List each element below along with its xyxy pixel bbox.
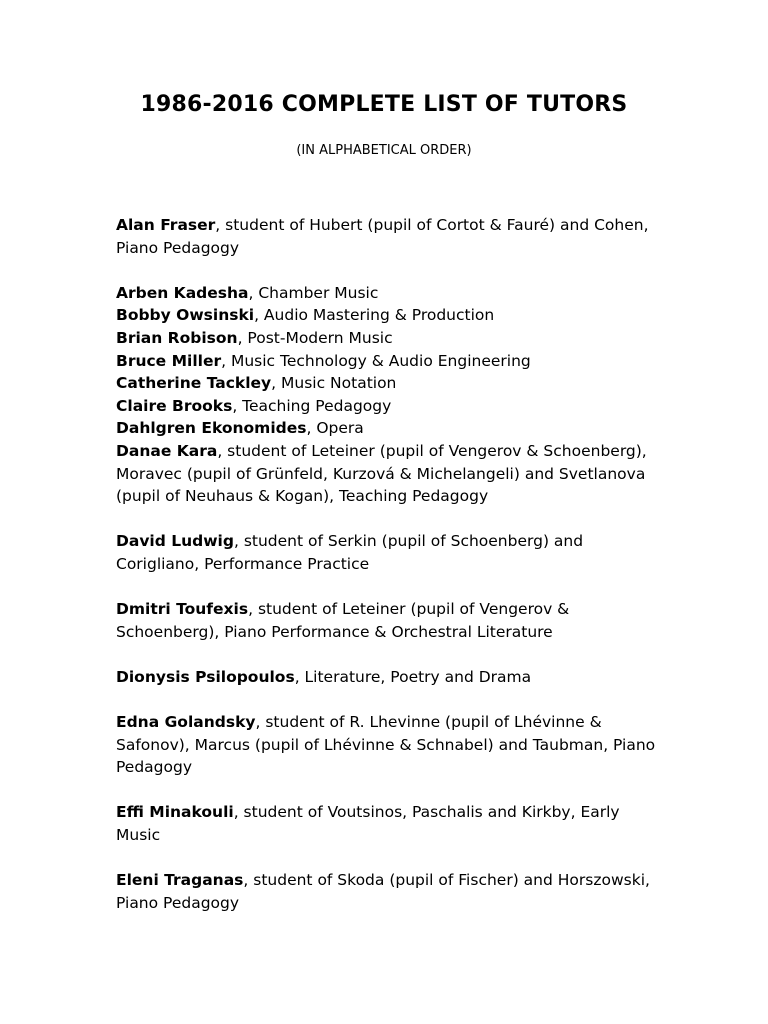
tutor-name: Danae Kara [116, 441, 218, 460]
tutor-description: , Chamber Music [248, 283, 379, 302]
tutor-description: , Opera [306, 419, 364, 438]
tutor-name: Alan Fraser [116, 216, 216, 234]
tutor-description: , student of Serkin (pupil of Schoenberg) and Corigliano, Performance Practice [116, 532, 584, 573]
tutor-entry [116, 598, 656, 643]
tutor-description: , Music Technology & Audio Engineering [221, 351, 531, 370]
tutor-description: , student of Leteiner (pupil of Vengerov & Schoenberg), Piano Performance & Orchestral Literature [116, 600, 570, 641]
tutor-description: , Post-Modern Music [237, 328, 393, 347]
tutor-entry [116, 395, 656, 418]
tutor-description: , Music Notation [271, 374, 397, 393]
tutor-description: , Audio Mastering & Production [254, 306, 495, 325]
tutor-entry [116, 327, 656, 350]
tutor-description: , Teaching Pedagogy [232, 396, 392, 415]
page-subtitle: (IN ALPHABETICAL ORDER) [296, 143, 472, 158]
tutor-entry [116, 711, 656, 779]
tutor-name: Bobby Owsinski [116, 306, 255, 325]
tutor-entry [116, 214, 656, 259]
tutor-entry [116, 801, 656, 846]
tutor-name: Dmitri Toufexis [116, 600, 249, 619]
tutor-entry [116, 530, 656, 575]
tutor-entry [116, 372, 656, 395]
tutor-entry [116, 350, 656, 373]
tutor-name: Bruce Miller [116, 351, 222, 370]
tutor-description: , student of R. Lhevinne (pupil of Lhévinne & Safonov), Marcus (pupil of Lhévinne & Schnabel) and Taubman, Piano Pedagogy [116, 713, 656, 777]
page-title: 1986-2016 COMPLETE LIST OF TUTORS [140, 92, 628, 117]
tutor-name: Brian Robison [116, 328, 238, 347]
tutor-entry [116, 304, 656, 327]
tutor-description: , student of Leteiner (pupil of Vengerov & Schoenberg), Moravec (pupil of Grünfeld, Kurzová & Michelangeli) and Svetlanova (pupil of Neuhaus & Kogan), Teaching Pedagogy [116, 441, 647, 506]
tutor-entry [116, 666, 656, 689]
tutor-name: Catherine Tackley [116, 374, 272, 393]
tutor-name: Eleni Traganas [116, 871, 244, 890]
tutor-list [116, 214, 656, 914]
tutor-entry [116, 282, 656, 305]
tutor-description: , student of Hubert (pupil of Cortot & Fauré) and Cohen, Piano Pedagogy [116, 216, 649, 257]
tutor-entry [116, 417, 656, 440]
tutor-description: , Literature, Poetry and Drama [294, 667, 532, 686]
tutor-entry [116, 869, 656, 914]
tutor-name: Claire Brooks [116, 396, 233, 415]
tutor-name: David Ludwig [116, 532, 234, 551]
tutor-name: Dionysis Psilopoulos [116, 667, 295, 686]
tutor-entry [116, 440, 656, 508]
tutor-description: , student of Skoda (pupil of Fischer) and Horszowski, Piano Pedagogy [116, 871, 650, 912]
tutor-name: Arben Kadesha [116, 283, 249, 302]
tutor-name: Edna Golandsky [116, 713, 256, 732]
tutor-name: Dahlgren Ekonomides [116, 419, 307, 438]
tutor-description: , student of Voutsinos, Paschalis and Kirkby, Early Music [116, 803, 620, 845]
tutor-name: Effi Minakouli [116, 803, 234, 822]
